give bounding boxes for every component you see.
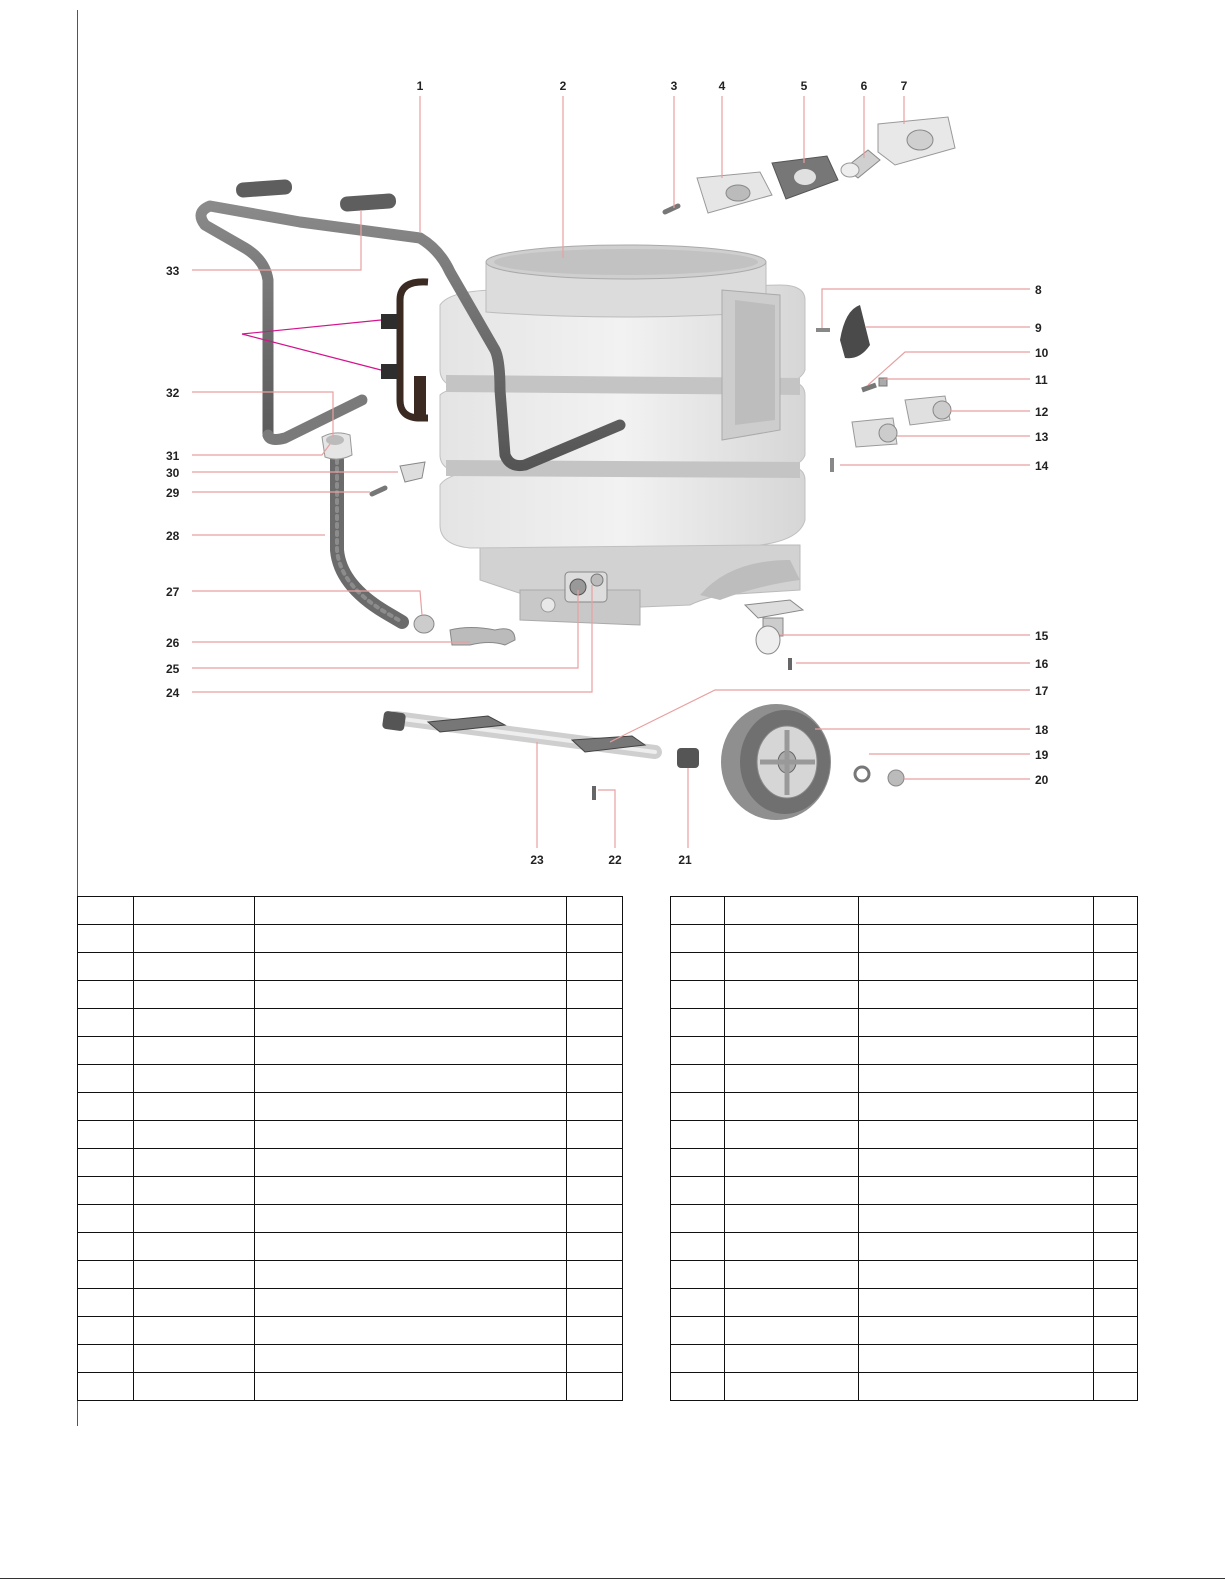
table-cell [567,1037,623,1065]
table-cell [567,1177,623,1205]
table-cell [671,1233,725,1261]
table-cell [255,1177,567,1205]
callout-13: 13 [1035,430,1049,444]
table-row [78,981,623,1009]
callout-7: 7 [900,79,908,93]
table-cell [671,1317,725,1345]
callout-12: 12 [1035,405,1049,419]
table-cell [78,1093,134,1121]
table-cell [859,1177,1094,1205]
table-row [78,953,623,981]
table-cell [859,1037,1094,1065]
table-cell [255,1261,567,1289]
table-cell [671,953,725,981]
table-cell [1094,1261,1138,1289]
table-cell [859,1373,1094,1401]
callout-10: 10 [1035,346,1049,360]
table-cell [859,1233,1094,1261]
table-cell [671,981,725,1009]
table-cell [1094,1345,1138,1373]
table-cell [725,1373,859,1401]
table-cell [134,1317,255,1345]
table-cell [725,1205,859,1233]
callout-18: 18 [1035,723,1049,737]
table-cell [859,1149,1094,1177]
table-cell [134,1205,255,1233]
table-row [671,1037,1138,1065]
callout-29: 29 [166,486,180,500]
table-cell [78,1261,134,1289]
callout-6: 6 [860,79,868,93]
table-cell [1094,1233,1138,1261]
table-cell [78,1177,134,1205]
table-cell [1094,925,1138,953]
table-cell [567,981,623,1009]
callout-3: 3 [670,79,678,93]
table-cell [134,1177,255,1205]
table-row [671,1233,1138,1261]
table-cell [859,981,1094,1009]
table-cell [859,953,1094,981]
table-cell [1094,1009,1138,1037]
callout-4: 4 [718,79,726,93]
table-cell [1094,1149,1138,1177]
callout-28: 28 [166,529,180,543]
table-row [78,897,623,925]
callout-16: 16 [1035,657,1049,671]
table-row [78,1121,623,1149]
table-cell [255,1149,567,1177]
table-cell [567,1093,623,1121]
callout-19: 19 [1035,748,1049,762]
table-cell [567,1009,623,1037]
table-cell [567,953,623,981]
table-row [671,953,1138,981]
callout-33: 33 [166,264,180,278]
callout-11: 11 [1035,373,1048,387]
table-row [671,1205,1138,1233]
table-cell [1094,1373,1138,1401]
table-cell [671,925,725,953]
table-row [671,1317,1138,1345]
parts-table-left [77,896,623,1401]
table-row [671,925,1138,953]
parts-table-right [670,896,1138,1401]
table-cell [859,1261,1094,1289]
table-cell [78,1009,134,1037]
table-cell [78,1205,134,1233]
table-cell [1094,1093,1138,1121]
table-cell [859,1065,1094,1093]
table-cell [134,1065,255,1093]
table-cell [78,897,134,925]
table-row [78,1317,623,1345]
table-cell [671,1345,725,1373]
table-cell [1094,1317,1138,1345]
table-cell [255,897,567,925]
table-cell [567,1289,623,1317]
table-row [671,1373,1138,1401]
table-cell [859,1317,1094,1345]
table-row [78,1345,623,1373]
table-cell [567,1065,623,1093]
table-cell [567,1345,623,1373]
table-cell [725,1037,859,1065]
table-cell [134,953,255,981]
table-cell [671,1121,725,1149]
table-row [671,1065,1138,1093]
table-cell [1094,1289,1138,1317]
table-cell [1094,1121,1138,1149]
drain-valve [565,572,607,602]
table-cell [567,1261,623,1289]
table-cell [725,1233,859,1261]
table-cell [567,1317,623,1345]
table-cell [671,1177,725,1205]
table-cell [255,1205,567,1233]
callout-32: 32 [166,386,180,400]
table-cell [134,1345,255,1373]
callout-25: 25 [166,662,180,676]
callout-17: 17 [1035,684,1049,698]
table-cell [78,1289,134,1317]
table-cell [725,1317,859,1345]
table-row [671,1009,1138,1037]
table-row [78,1233,623,1261]
table-row [78,1065,623,1093]
table-cell [725,1121,859,1149]
small-parts-top [665,117,955,213]
table-cell [567,897,623,925]
table-cell [134,1261,255,1289]
callout-15: 15 [1035,629,1049,643]
table-cell [255,1289,567,1317]
table-row [671,1289,1138,1317]
table-cell [134,1037,255,1065]
table-row [78,1373,623,1401]
table-cell [671,1065,725,1093]
table-cell [567,1205,623,1233]
table-cell [1094,1065,1138,1093]
table-cell [255,1121,567,1149]
table-cell [725,1009,859,1037]
table-cell [134,1009,255,1037]
tank-body [440,245,805,625]
table-cell [134,897,255,925]
table-row [78,1261,623,1289]
axle-assembly [382,711,699,800]
table-cell [134,1233,255,1261]
table-cell [725,1093,859,1121]
table-cell [134,925,255,953]
callout-14: 14 [1035,459,1049,473]
table-cell [1094,1205,1138,1233]
table-cell [78,1149,134,1177]
table-cell [255,1233,567,1261]
table-cell [725,981,859,1009]
table-cell [255,925,567,953]
table-cell [1094,1177,1138,1205]
table-cell [567,925,623,953]
table-cell [859,897,1094,925]
table-cell [78,1121,134,1149]
table-cell [134,1093,255,1121]
table-cell [1094,981,1138,1009]
table-row [78,1093,623,1121]
table-cell [255,1037,567,1065]
table-cell [671,1205,725,1233]
table-cell [567,1373,623,1401]
table-cell [1094,897,1138,925]
table-cell [78,1065,134,1093]
table-cell [134,1149,255,1177]
table-cell [859,1093,1094,1121]
callout-31: 31 [166,449,180,463]
table-cell [567,1121,623,1149]
table-cell [725,1149,859,1177]
table-row [78,1009,623,1037]
callout-1: 1 [416,79,424,93]
table-cell [859,1205,1094,1233]
table-cell [725,1065,859,1093]
table-cell [78,1373,134,1401]
small-parts-right [816,305,951,472]
callout-20: 20 [1035,773,1049,787]
table-cell [134,1373,255,1401]
table-row [671,1261,1138,1289]
callout-21: 21 [678,853,692,867]
table-cell [78,981,134,1009]
page-bottom-rule [0,1578,1225,1579]
table-row [671,1345,1138,1373]
table-row [671,981,1138,1009]
table-cell [725,1289,859,1317]
table-cell [134,1289,255,1317]
table-cell [671,1093,725,1121]
table-row [671,1121,1138,1149]
table-cell [78,1037,134,1065]
table-cell [78,1233,134,1261]
callout-27: 27 [166,585,180,599]
table-cell [255,1009,567,1037]
table-row [78,925,623,953]
table-cell [671,897,725,925]
table-cell [255,981,567,1009]
callout-23: 23 [530,853,544,867]
table-row [671,1149,1138,1177]
callout-9: 9 [1035,321,1042,335]
table-row [78,1037,623,1065]
callout-22: 22 [608,853,622,867]
table-row [78,1205,623,1233]
table-cell [725,953,859,981]
table-cell [671,1289,725,1317]
callout-5: 5 [800,79,808,93]
table-cell [255,1093,567,1121]
rear-wheel [721,704,904,820]
table-cell [1094,953,1138,981]
table-cell [671,1149,725,1177]
table-cell [859,1009,1094,1037]
callout-26: 26 [166,636,180,650]
handle-grips [236,179,397,212]
table-cell [725,1177,859,1205]
table-cell [859,925,1094,953]
table-cell [255,1317,567,1345]
table-row [671,897,1138,925]
table-row [78,1177,623,1205]
table-cell [725,1345,859,1373]
callout-8: 8 [1035,283,1042,297]
table-cell [255,953,567,981]
drain-tube [337,460,402,622]
table-cell [134,1121,255,1149]
table-cell [255,1345,567,1373]
table-row [671,1177,1138,1205]
table-cell [859,1289,1094,1317]
callout-2: 2 [559,79,567,93]
callout-30: 30 [166,466,180,480]
table-cell [671,1261,725,1289]
table-cell [859,1345,1094,1373]
table-row [78,1149,623,1177]
table-cell [78,1345,134,1373]
table-cell [567,1149,623,1177]
table-row [78,1289,623,1317]
table-cell [671,1373,725,1401]
hose-bracket [381,282,428,418]
table-cell [725,925,859,953]
table-cell [671,1037,725,1065]
table-cell [134,981,255,1009]
callout-24: 24 [166,686,180,700]
table-cell [859,1121,1094,1149]
table-cell [1094,1037,1138,1065]
table-cell [567,1233,623,1261]
table-cell [725,1261,859,1289]
table-cell [255,1373,567,1401]
table-cell [78,953,134,981]
table-row [671,1093,1138,1121]
table-cell [671,1009,725,1037]
table-cell [78,1317,134,1345]
table-cell [725,897,859,925]
table-cell [255,1065,567,1093]
table-cell [78,925,134,953]
